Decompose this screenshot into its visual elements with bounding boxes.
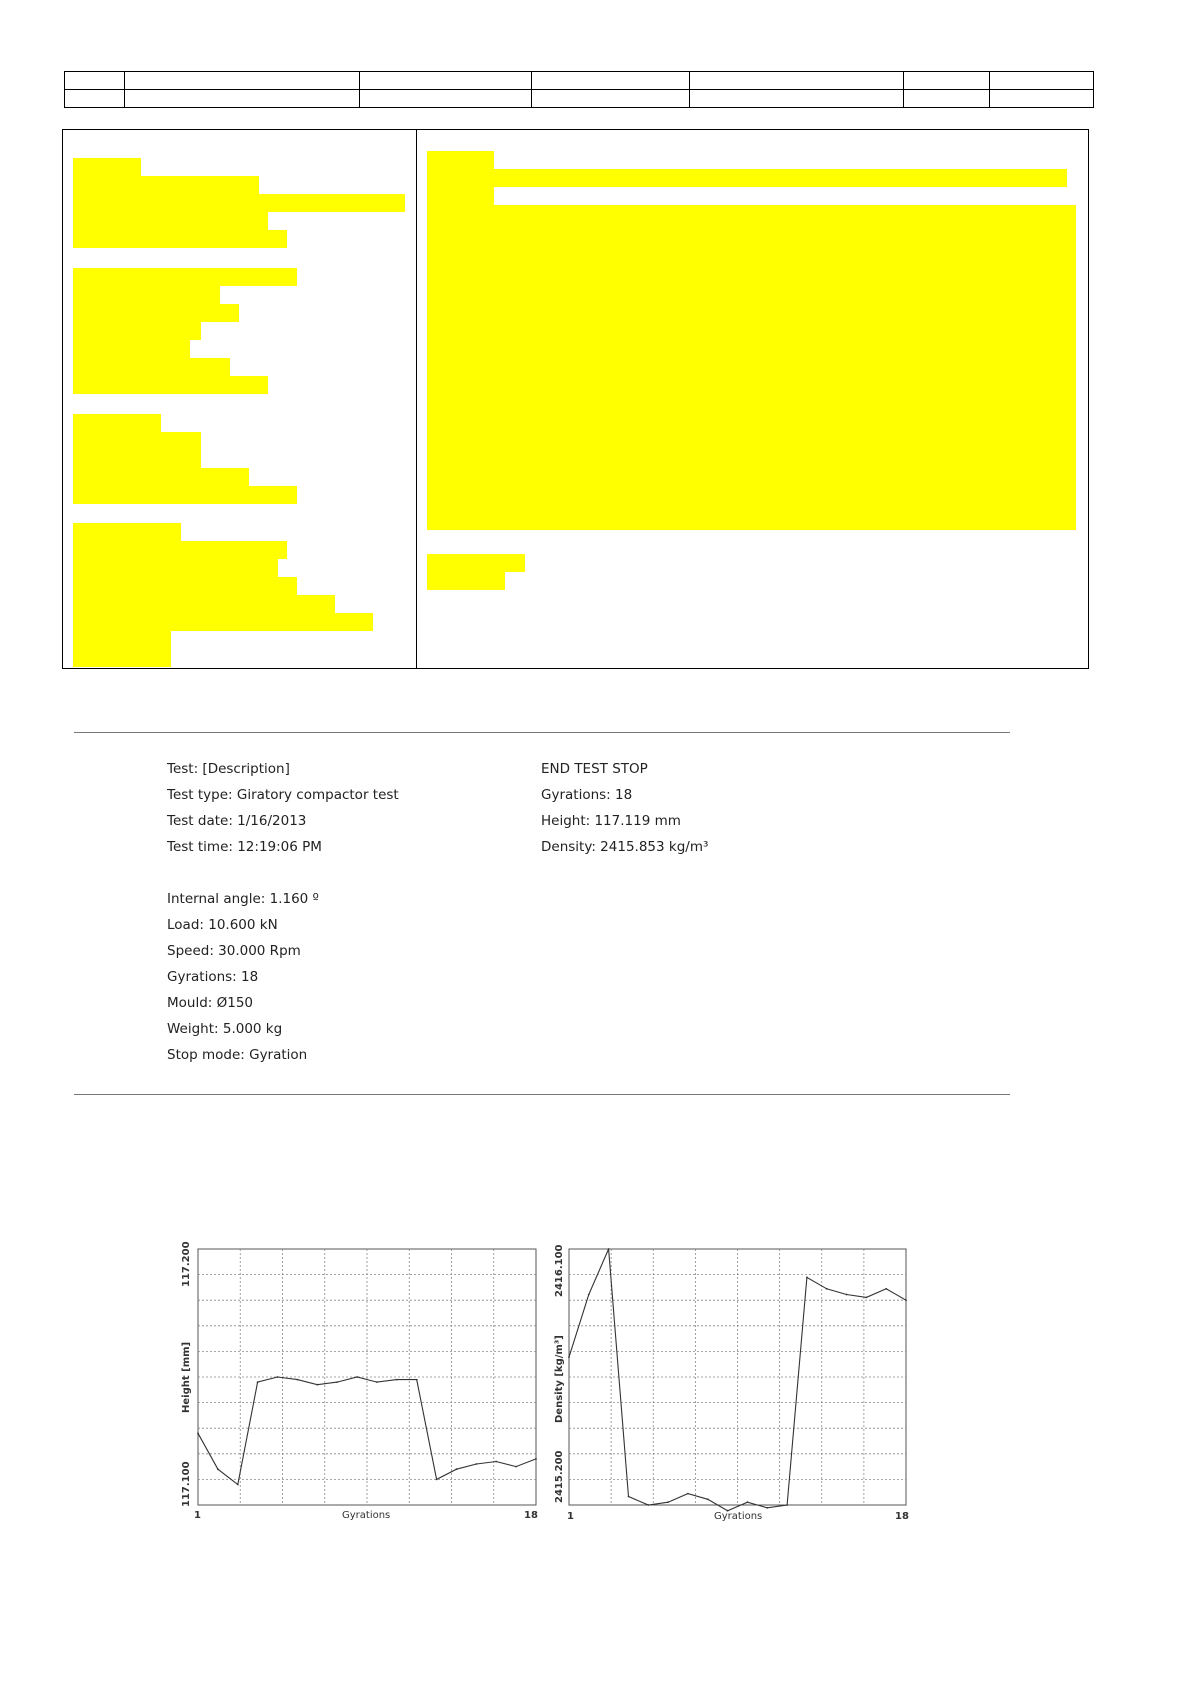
data-point [806, 1277, 808, 1279]
data-point [885, 1288, 887, 1290]
x-min-tick: 1 [567, 1511, 574, 1522]
redaction [73, 268, 297, 286]
data-point [568, 1356, 570, 1358]
x-min-tick: 1 [194, 1510, 201, 1521]
end-test-status: END TEST STOP [541, 761, 648, 777]
redaction [73, 286, 220, 304]
report-bottom-rule [74, 1094, 1010, 1095]
header-row [65, 90, 1094, 108]
header-table [64, 71, 1094, 108]
data-point [336, 1381, 338, 1383]
data-point [905, 1299, 907, 1301]
test-description: Test: [Description] [167, 761, 290, 777]
redaction [73, 304, 239, 322]
data-point [237, 1484, 239, 1486]
header-cell [532, 72, 690, 90]
data-point [376, 1381, 378, 1383]
data-point [866, 1297, 868, 1299]
data-point [297, 1379, 299, 1381]
data-point [786, 1504, 788, 1506]
data-point [846, 1294, 848, 1296]
height-result: Height: 117.119 mm [541, 813, 681, 829]
redaction [73, 613, 373, 631]
data-point [277, 1376, 279, 1378]
redaction [73, 523, 181, 541]
gyrations-setting: Gyrations: 18 [167, 969, 259, 985]
weight: Weight: 5.000 kg [167, 1021, 283, 1037]
data-point [667, 1501, 669, 1503]
redaction [73, 577, 297, 595]
density-plot [551, 1245, 911, 1530]
load: Load: 10.600 kN [167, 917, 278, 933]
redaction [73, 414, 161, 432]
redaction [73, 376, 268, 394]
x-axis-label: Gyrations [342, 1510, 391, 1521]
density-result: Density: 2415.853 kg/m³ [541, 839, 709, 855]
data-point [766, 1507, 768, 1509]
header-cell [360, 90, 532, 108]
header-cell [690, 72, 904, 90]
density-chart [551, 1245, 911, 1530]
y-max-tick: 2416.100 [554, 1244, 565, 1297]
redaction [427, 554, 525, 572]
data-point [588, 1294, 590, 1296]
right-info-panel [416, 129, 1089, 669]
redaction [73, 541, 287, 559]
x-axis-label: Gyrations [714, 1511, 763, 1522]
data-point [456, 1468, 458, 1470]
data-point [608, 1248, 610, 1250]
redaction [73, 595, 335, 613]
data-point [747, 1501, 749, 1503]
header-cell [904, 72, 990, 90]
redaction [427, 187, 494, 205]
data-point [396, 1379, 398, 1381]
redaction [73, 158, 141, 176]
header-cell [990, 72, 1094, 90]
series-line [569, 1249, 906, 1511]
data-point [535, 1458, 537, 1460]
redaction [73, 340, 190, 358]
redaction [73, 559, 278, 577]
redaction [427, 572, 505, 590]
redaction [73, 649, 171, 667]
header-cell [990, 90, 1094, 108]
header-cell [360, 72, 532, 90]
redaction [73, 432, 201, 450]
height-chart [178, 1241, 538, 1530]
data-point [197, 1432, 199, 1434]
height-plot [178, 1245, 538, 1530]
mould: Mould: Ø150 [167, 995, 254, 1011]
data-point [257, 1381, 259, 1383]
redaction [73, 631, 171, 649]
header-cell [65, 90, 125, 108]
data-point [687, 1493, 689, 1495]
test-time: Test time: 12:19:06 PM [167, 839, 322, 855]
redaction [73, 176, 259, 194]
y-min-tick: 117.100 [181, 1461, 192, 1507]
header-cell [65, 72, 125, 90]
redaction [73, 212, 268, 230]
header-cell [532, 90, 690, 108]
redaction [73, 322, 201, 340]
header-cell [904, 90, 990, 108]
x-max-tick: 18 [895, 1511, 909, 1522]
redaction [73, 358, 230, 376]
header-row [65, 72, 1094, 90]
redaction [427, 169, 1067, 187]
test-date: Test date: 1/16/2013 [167, 813, 307, 829]
stop-mode: Stop mode: Gyration [167, 1047, 308, 1063]
header-cell [690, 90, 904, 108]
data-point [217, 1468, 219, 1470]
data-point [826, 1288, 828, 1290]
height-axis-label: Height [mm] [181, 1341, 192, 1413]
data-point [495, 1461, 497, 1463]
x-max-tick: 18 [524, 1510, 538, 1521]
data-point [707, 1498, 709, 1500]
redaction [73, 450, 201, 468]
redaction [73, 230, 287, 248]
data-point [647, 1504, 649, 1506]
header-cell [125, 90, 360, 108]
redaction [427, 151, 494, 169]
data-point [356, 1376, 358, 1378]
data-point [515, 1466, 517, 1468]
data-point [416, 1379, 418, 1381]
test-type: Test type: Giratory compactor test [167, 787, 399, 803]
redaction [73, 486, 297, 504]
redaction-block [427, 205, 1076, 530]
header-cell [125, 72, 360, 90]
y-min-tick: 2415.200 [554, 1450, 565, 1503]
gyrations-result: Gyrations: 18 [541, 787, 633, 803]
density-axis-label: Density [kg/m³] [554, 1335, 565, 1423]
report-top-rule [74, 732, 1010, 733]
data-point [436, 1479, 438, 1481]
data-point [316, 1384, 318, 1386]
left-info-panel [62, 129, 417, 669]
redaction [73, 194, 405, 212]
data-point [476, 1463, 478, 1465]
internal-angle: Internal angle: 1.160 º [167, 891, 319, 907]
data-point [628, 1496, 630, 1498]
speed: Speed: 30.000 Rpm [167, 943, 301, 959]
y-max-tick: 117.200 [181, 1241, 192, 1287]
redaction [73, 468, 249, 486]
